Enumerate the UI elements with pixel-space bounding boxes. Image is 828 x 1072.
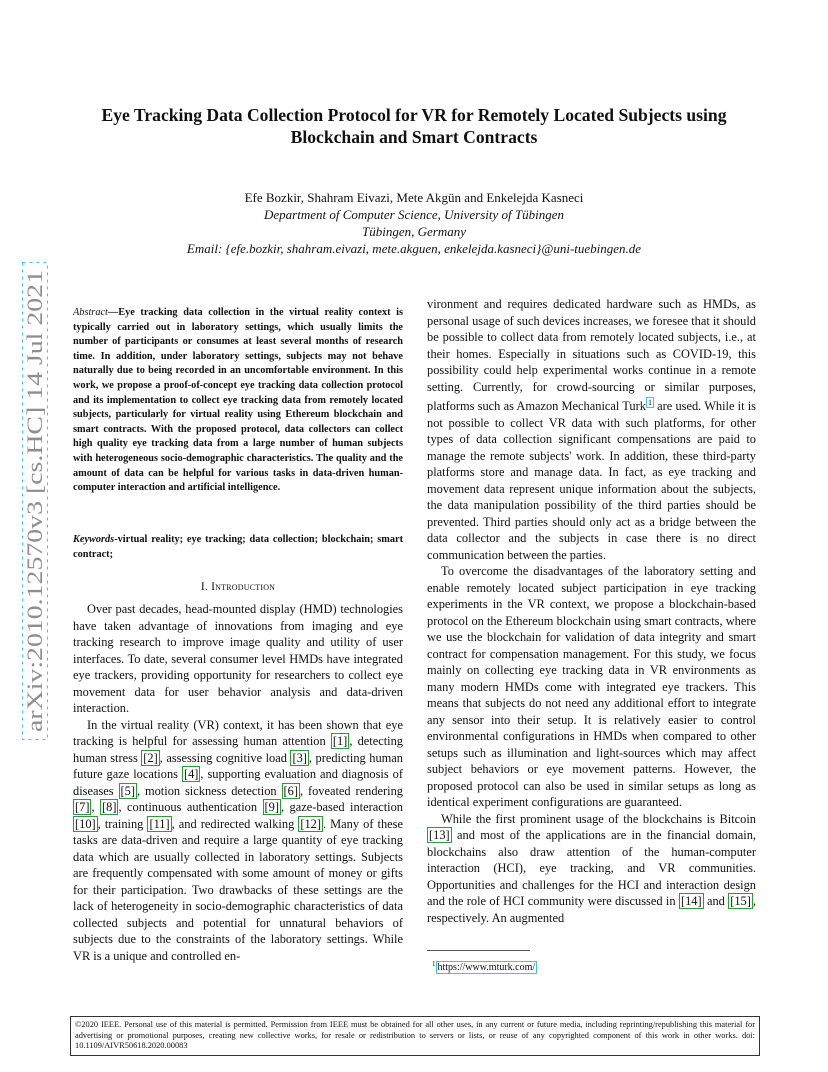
copyright-notice: ©2020 IEEE. Personal use of this material is permitted. Permission from IEEE must be obtained for all other uses, in any current or future media, including reprinting/republishing this material for advertising or promotional purposes, creating new collective works, for resale or redistribution to servers or lists, or reuse of any copyrighted component of this work in other works. doi: 10.1109/AIVR50618.2020.00083 — [70, 1016, 760, 1056]
citation-link[interactable]: [1] — [332, 734, 348, 748]
text-run: , detecting human stress — [73, 734, 404, 765]
right-paragraph-1 — [427, 296, 756, 563]
author-names: Efe Bozkir, Shahram Eivazi, Mete Akgün and Enkelejda Kasneci — [244, 190, 584, 205]
abstract — [73, 306, 403, 496]
right-paragraph-2: To overcome the disadvantages of the laboratory setting and enable remotely located subject participation in eye tracking experiments in the VR context, we propose a blockchain-based protocol on the Ethereum blockchain using smart contracts, where we use the blockchain for validation of data integrity and smart contract for compensation management. For this study, we focus mainly on collecting eye tracking data in VR environments as many modern HMDs come with integrated eye trackers. This means that subjects do not need any additional effort to integrate any sensor into their setup. It is relatively easier to control environmental configurations in HMDs when compared to other setups such as illumination and light-sources which may affect subject behaviors or eye movement patterns. However, the proposed protocol can also be used in similar setups as long as identical experiment configurations are guaranteed. — [427, 564, 756, 810]
abstract-dash: — — [107, 307, 119, 318]
arxiv-stamp-graphic — [22, 262, 48, 740]
text-run: , predicting human future gaze locations — [73, 750, 403, 781]
arxiv-stamp-text: arXiv:2010.12570v3 [cs.HC] 14 Jul 2021 — [22, 358, 47, 732]
email-prefix: Email: { — [186, 241, 231, 256]
title-line-2: Blockchain and Smart Contracts — [290, 127, 538, 147]
citation-link[interactable]: [13] — [429, 828, 450, 843]
section-title: Introduction — [211, 580, 276, 593]
author-email — [70, 240, 758, 257]
citation-link[interactable]: [9] — [264, 800, 279, 814]
citation-link[interactable]: [10] — [75, 816, 96, 831]
citation-link[interactable]: [11] — [149, 816, 170, 831]
author-department: Department of Computer Science, University of Tübingen — [263, 207, 565, 222]
section-number: I. — [200, 580, 212, 593]
text-run: and most of the applications are in the financial domain, blockchains also draw attention of the human-computer interaction (HCI), eye tracking, and VR communities. Opportunities and challenges for the HCI and interaction design and the role of HCI community were discussed in — [427, 828, 756, 909]
footnote-marker-link[interactable]: 1 — [647, 398, 652, 407]
email-suffix: }@uni-tuebingen.de — [536, 241, 642, 256]
text-run: , — [91, 800, 101, 814]
citation-link[interactable]: [2] — [143, 750, 158, 765]
keywords-text: -virtual reality; eye tracking; data collection; blockchain; smart contract; — [73, 534, 403, 560]
text-run: , assessing cognitive load — [159, 750, 291, 765]
text-run: , and redirected walking — [171, 816, 299, 831]
citation-link[interactable]: [4] — [183, 767, 199, 781]
text-run: , foveated rendering — [299, 783, 404, 798]
keywords-label: Keywords — [73, 534, 115, 545]
abstract-label: Abstract — [73, 307, 108, 318]
citation-link[interactable]: [15] — [730, 894, 751, 909]
right-column-body — [427, 296, 756, 926]
citation-link[interactable]: [12] — [300, 816, 321, 831]
footnote-mark: 1 — [432, 960, 436, 968]
citation-link[interactable]: [14] — [680, 894, 702, 909]
intro-paragraph-2 — [73, 717, 403, 965]
intro-paragraph-1: Over past decades, head-mounted display (HMD) technologies have taken advantage of innovations from imaging and eye tracking research to improve image quality and utility of user interfaces. To date, several consumer level HMDs have integrated eye trackers, providing opportunity for researchers to collect eye movement data for user behavior analysis and data-driven interaction. — [73, 602, 403, 715]
right-paragraph-3 — [427, 811, 756, 927]
text-run: , training — [97, 816, 148, 831]
abstract-text: Eye tracking data collection in the virtual reality context is typically carried out in laboratory settings, which usually limits the number of participants or consumes at least several months of research time. In addition, under laboratory settings, subjects may not behave naturally due to being recorded in an uncomfortable environment. In this work, we propose a proof-of-concept eye tracking data collection protocol and its implementation to collect eye tracking data from remotely located subjects, particularly for virtual reality using Ethereum blockchain and smart contracts. With the proposed protocol, data collectors can collect high quality eye tracking data from a large number of human subjects with heterogeneous socio-demographic characteristics. The quality and the amount of data can be helpful for various tasks in data-driven human-computer interaction and artificial intelligence. — [73, 307, 403, 494]
citation-link[interactable]: [8] — [102, 800, 117, 814]
text-run: In the virtual reality (VR) context, it has been shown that eye tracking is helpful for assessing human attention — [73, 717, 403, 748]
text-run: . Many of these tasks are data-driven and require a large quantity of eye tracking data which are usually collected in laboratory settings. Subjects are frequently compensated with some amount of money or gifts for their participation. Two drawbacks of these settings are the lack of heterogeneity in socio-demographic characteristics of data collected subjects and potential for unnatural behaviors of subjects due to the constraints of the laboratory settings. While VR is a unique and controlled en- — [73, 816, 403, 963]
citation-link[interactable]: [7] — [75, 800, 90, 814]
text-run: , gaze-based interaction — [280, 800, 403, 814]
paper-title — [70, 104, 758, 148]
author-location: Tübingen, Germany — [362, 224, 466, 239]
footnote-url-link[interactable]: https://www.mturk.com/ — [437, 962, 536, 974]
citation-link[interactable]: [5] — [120, 783, 135, 798]
text-run: vironment and requires dedicated hardware such as HMDs, as personal usage of such devices increases, we foresee that it should be possible to collect data from remotely located subjects, i.e., at their homes. Especially in situations such as COVID-19, this possibility could help experimental works continue in a remote setting. Currently, for crowd-sourcing or similar purposes, platforms such as Amazon Mechanical Turk — [427, 297, 756, 414]
arxiv-stamp — [22, 262, 48, 740]
text-run: , continuous authentication — [118, 800, 263, 814]
text-run: While the first prominent usage of the blockchains is Bitcoin — [441, 811, 756, 826]
title-line-1: Eye Tracking Data Collection Protocol for VR for Remotely Located Subjects using — [101, 105, 727, 125]
email-body: efe.bozkir, shahram.eivazi, mete.akguen, enkelejda.kasneci — [230, 241, 537, 256]
text-run: , respectively. An augmented — [427, 894, 756, 925]
footnote-divider — [427, 950, 530, 951]
section-heading — [73, 580, 403, 593]
citation-link[interactable]: [6] — [283, 783, 298, 798]
citation-link[interactable]: [3] — [292, 750, 307, 765]
keywords — [73, 533, 403, 562]
text-run: are used. While it is not possible to collect VR data with such platforms, for other types of data collection significant compensations are paid to manage the remote subjects' work. In addition, these third-party platforms store and manage data. In fact, as eye tracking and movement data represent unique information about the subjects, the data manipulation possibility of the third parties should be prevented. Third parties should only act as a bridge between the data collector and the subjects in case there is no direct communication between the parties. — [427, 399, 756, 562]
footnote — [432, 958, 537, 974]
left-column-body — [73, 601, 403, 964]
author-block — [70, 189, 758, 257]
text-run: , supporting evaluation and diagnosis of diseases — [73, 767, 403, 798]
text-run: and — [703, 894, 729, 909]
text-run: , motion sickness detection — [136, 783, 282, 798]
